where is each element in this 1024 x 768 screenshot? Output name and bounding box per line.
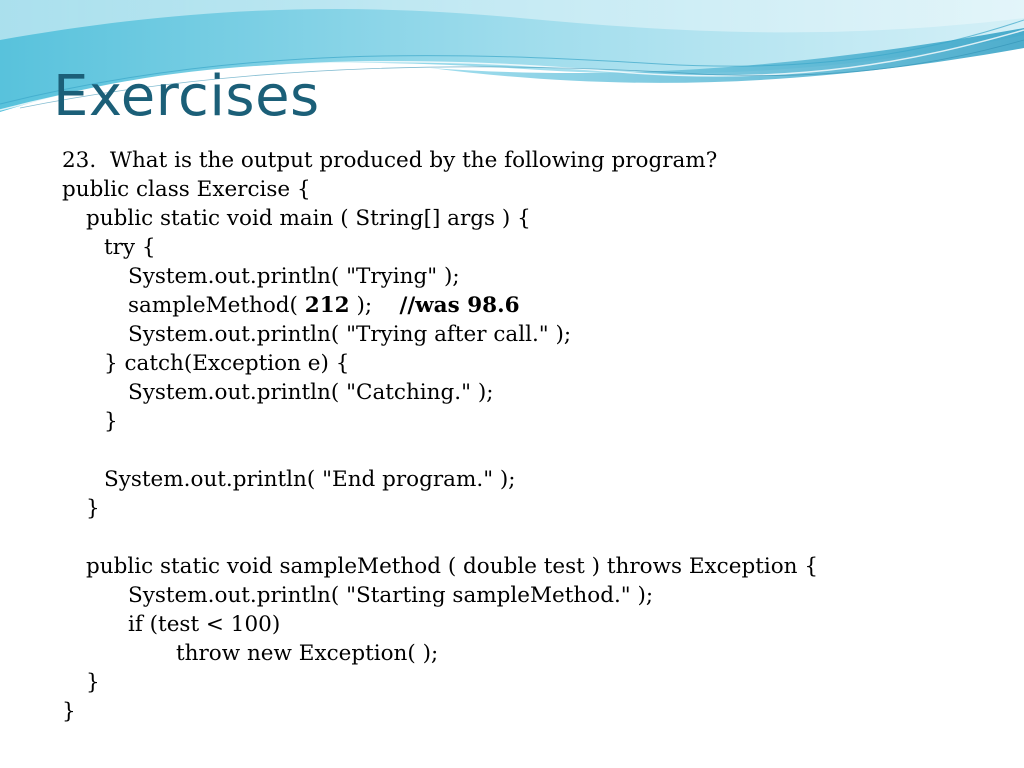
- code-line-class-decl: public class Exercise {: [62, 177, 311, 202]
- code-line-method-decl: public static void sampleMethod ( double test ) throws Exception {: [86, 554, 819, 579]
- question-line: 23. What is the output produced by the following program?: [62, 148, 718, 173]
- code-line-print-end: System.out.println( "End program." );: [104, 467, 516, 492]
- sample-call-text: sampleMethod(: [128, 293, 305, 318]
- code-line-class-close: }: [62, 699, 76, 724]
- code-line-print-catching: System.out.println( "Catching." );: [128, 380, 494, 405]
- sample-call-arg: 212: [304, 293, 350, 318]
- code-line-throw: throw new Exception( );: [176, 641, 439, 666]
- code-line-try: try {: [104, 235, 156, 260]
- code-line-main-close: }: [86, 496, 100, 521]
- code-line-print-trying: System.out.println( "Trying" );: [128, 264, 460, 289]
- code-line-sample-call: [128, 291, 520, 320]
- code-line-main-decl: public static void main ( String[] args ) {: [86, 206, 531, 231]
- slide-title: Exercises: [53, 64, 320, 129]
- code-line-if: if (test < 100): [128, 612, 281, 637]
- code-line-catch: } catch(Exception e) {: [104, 351, 350, 376]
- code-line-print-starting: System.out.println( "Starting sampleMethod." );: [128, 583, 654, 608]
- code-line-catch-close: }: [104, 409, 118, 434]
- code-line-method-close: }: [86, 670, 100, 695]
- sample-call-close: );: [349, 293, 400, 318]
- sample-call-comment: //was 98.6: [399, 293, 520, 318]
- code-line-print-after-call: System.out.println( "Trying after call." );: [128, 322, 572, 347]
